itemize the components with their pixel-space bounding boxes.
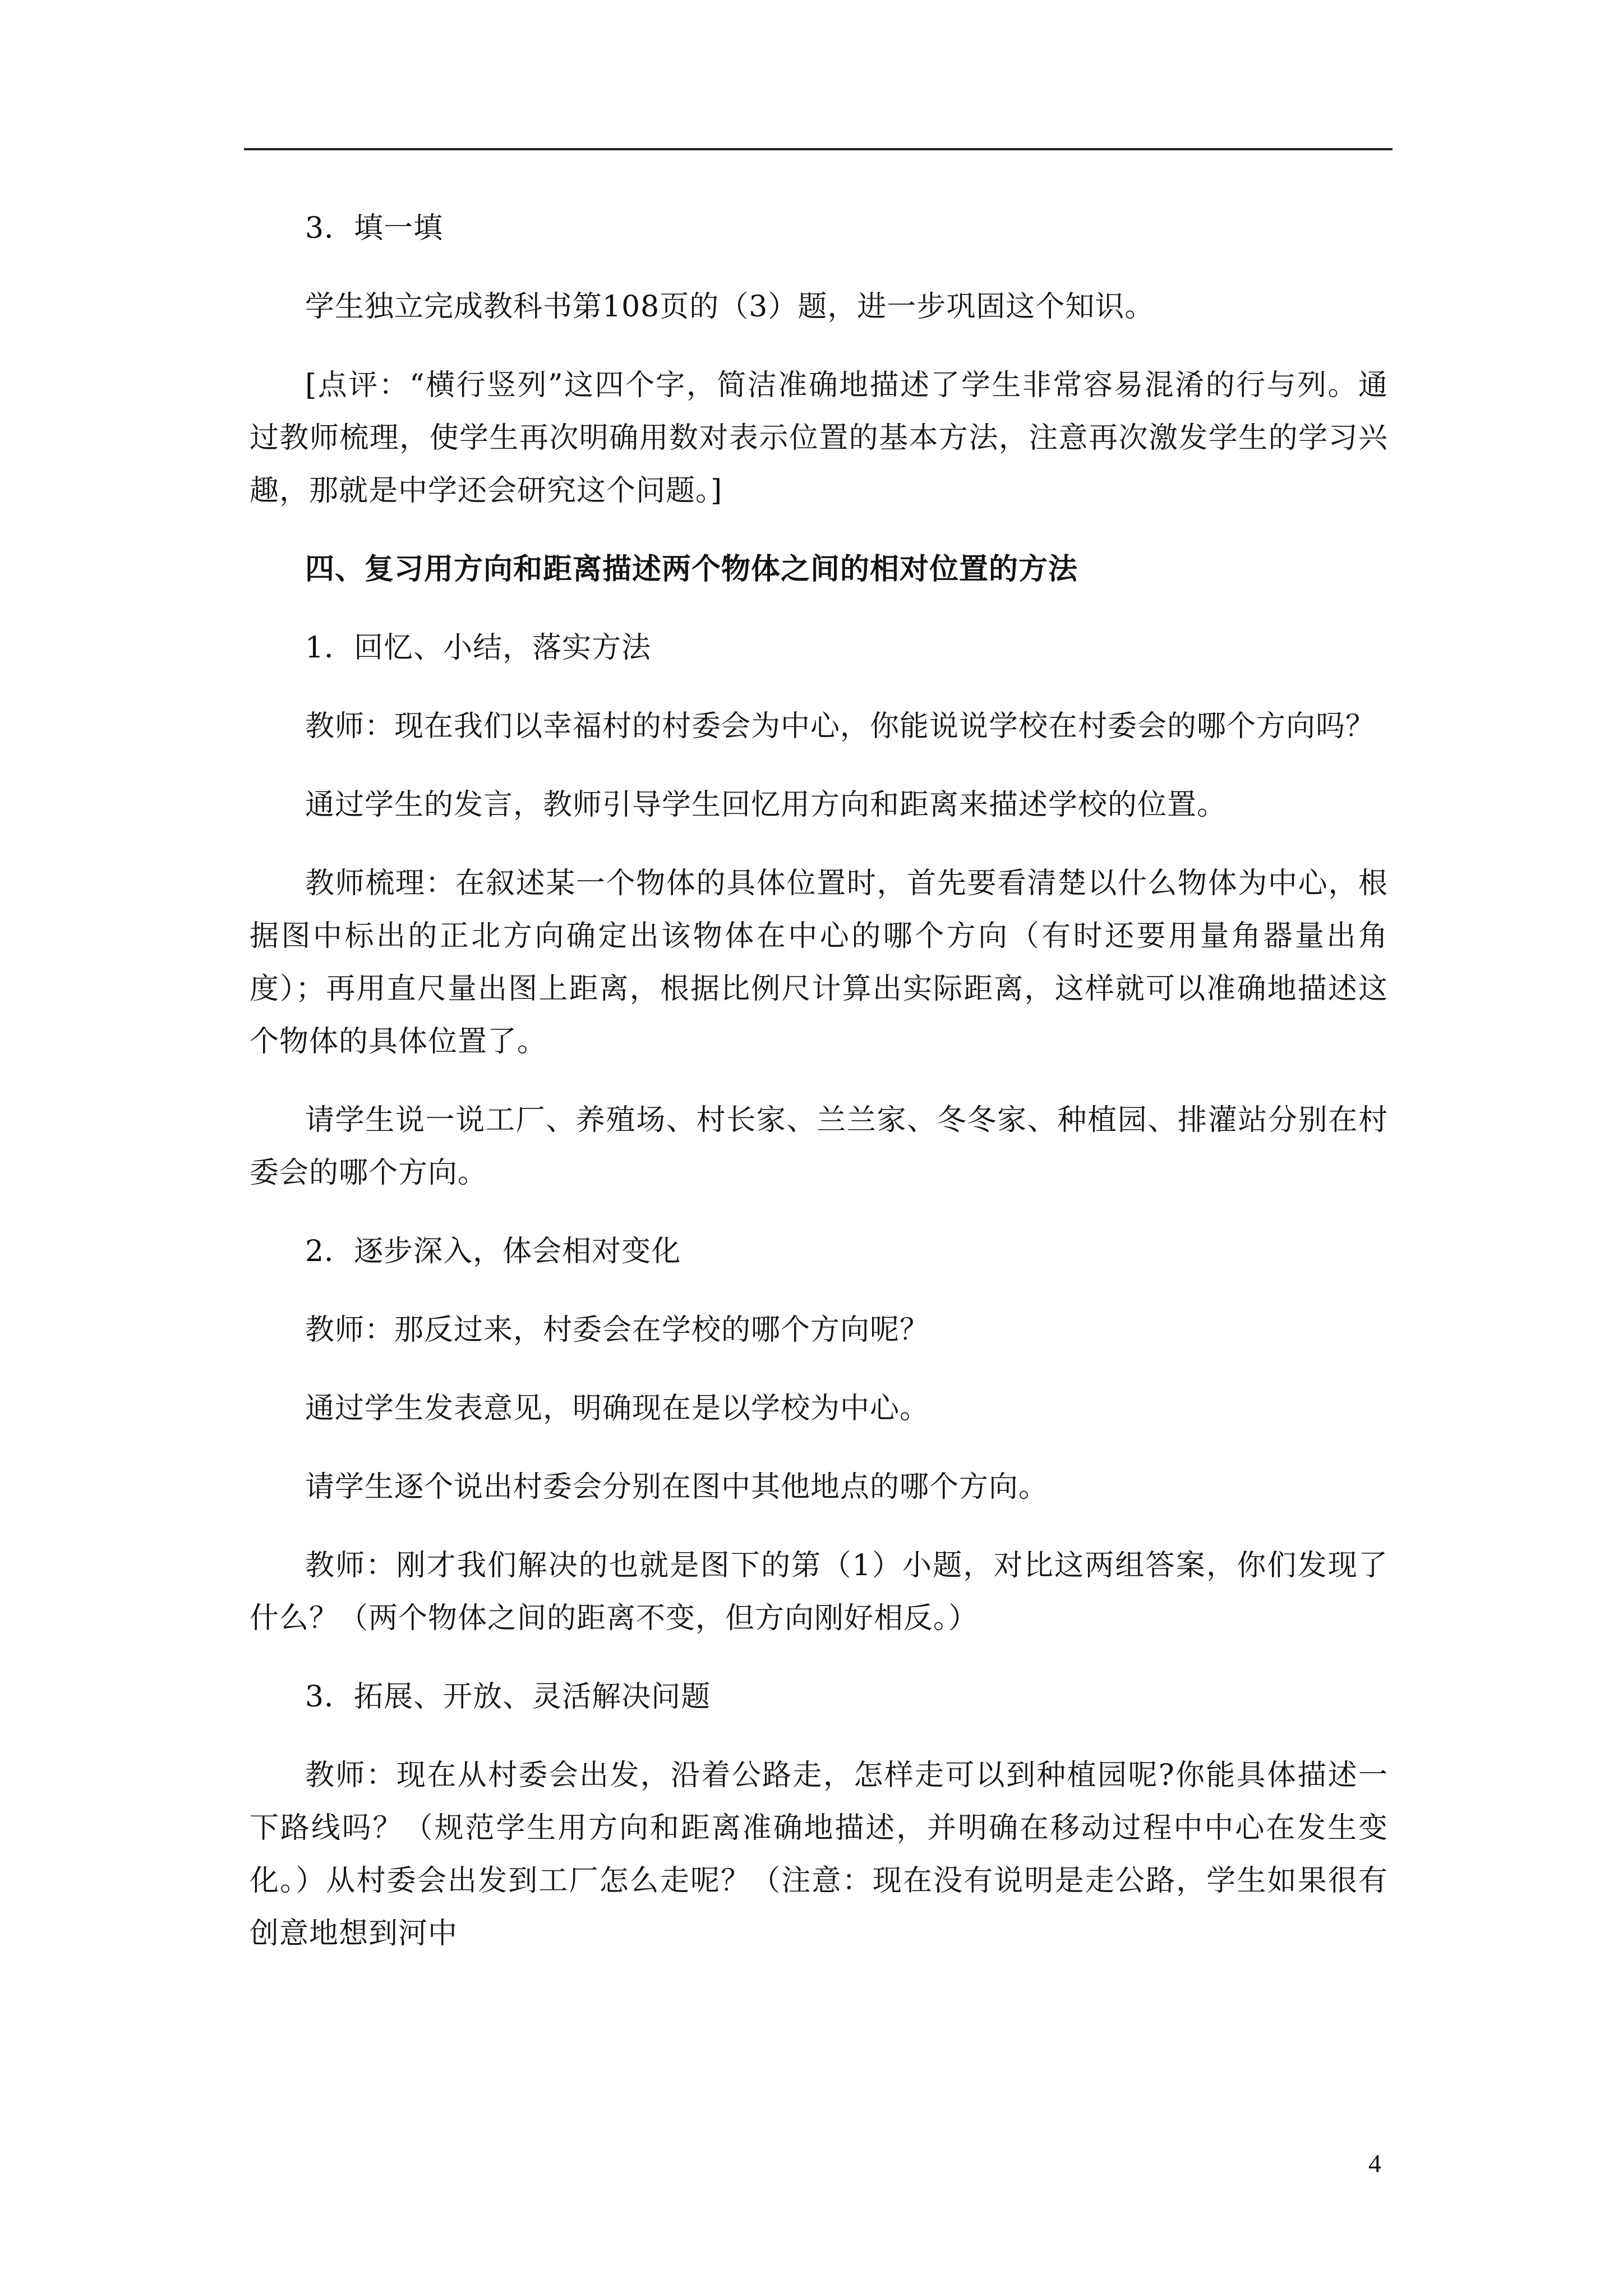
paragraph: 教师梳理：在叙述某一个物体的具体位置时，首先要看清楚以什么物体为中心，根据图中标出的正北方向确定出该物体在中心的哪个方向（有时还要用量角器量出角度）；再用直尺量出图上距离，根据比例尺计算出实际距离，这样就可以准确地描述这个物体的具体位置了。 [250, 867, 1388, 1059]
paragraph: 教师：现在我们以幸福村的村委会为中心，你能说说学校在村委会的哪个方向吗？ [305, 710, 1376, 743]
paragraph: 教师：现在从村委会出发，沿着公路走，怎样走可以到种植园呢?你能具体描述一下路线吗？（规范学生用方向和距离准确地描述，并明确在移动过程中中心在发生变化。）从村委会出发到工厂怎么走呢？（注意：现在没有说明是走公路，学生如果很有创意地想到河中 [250, 1759, 1388, 1950]
paragraph: 1．回忆、小结，落实方法 [305, 631, 652, 665]
paragraph: 3．填一填 [305, 211, 444, 245]
paragraph: 教师：那反过来，村委会在学校的哪个方向呢？ [305, 1313, 930, 1347]
paragraph: 3．拓展、开放、灵活解决问题 [305, 1680, 711, 1714]
paragraph: 通过学生的发言，教师引导学生回忆用方向和距离来描述学校的位置。 [305, 788, 1227, 822]
paragraph: [点评：“横行竖列”这四个字，简洁准确地描述了学生非常容易混淆的行与列。通过教师梳理，使学生再次明确用数对表示位置的基本方法，注意再次激发学生的学习兴趣，那就是中学还会研究这个问题。] [250, 369, 1388, 508]
paragraph: 学生独立完成教科书第108页的（3）题，进一步巩固这个知识。 [305, 290, 1155, 324]
paragraph: 请学生说一说工厂、养殖场、村长家、兰兰家、冬冬家、种植园、排灌站分别在村委会的哪个方向。 [250, 1103, 1388, 1190]
section-heading: 四、复习用方向和距离描述两个物体之间的相对位置的方法 [305, 552, 1078, 586]
paragraph: 请学生逐个说出村委会分别在图中其他地点的哪个方向。 [305, 1470, 1049, 1504]
document-body [250, 202, 1388, 1986]
paragraph: 2．逐步深入，体会相对变化 [305, 1235, 681, 1268]
paragraph: 通过学生发表意见，明确现在是以学校为中心。 [305, 1392, 930, 1425]
paragraph: 教师：刚才我们解决的也就是图下的第（1）小题，对比这两组答案，你们发现了什么？（两个物体之间的距离不变，但方向刚好相反。） [250, 1549, 1388, 1635]
page-number: 4 [1368, 2149, 1381, 2178]
header-rule [244, 148, 1393, 150]
